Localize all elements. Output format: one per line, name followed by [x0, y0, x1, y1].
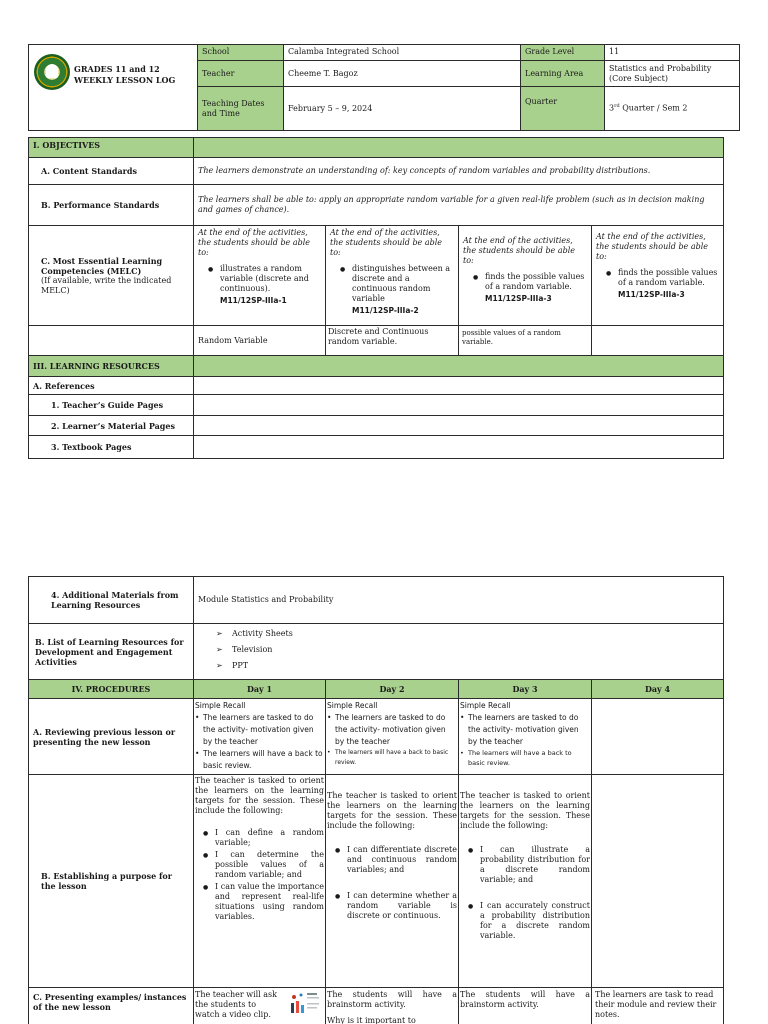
melc-code: M11/12SP-IIIa-2	[352, 306, 419, 315]
resources-list-label-cell	[28, 623, 194, 680]
melc-label: C. Most Essential Learning Competencies (MELC)	[41, 255, 163, 276]
procedure-c-label: C. Presenting examples/ instances of the new lesson	[33, 992, 187, 1012]
melc-intro: At the end of the activities, the students should be able to:	[198, 228, 311, 257]
melc-code: M11/12SP-IIIa-3	[618, 290, 685, 299]
log-title	[74, 64, 196, 86]
melc-day4-cell	[591, 225, 724, 326]
references-label-cell	[28, 376, 194, 395]
topic-value: possible values of a random variable.	[462, 329, 561, 346]
resource-item: ➢ Television	[216, 645, 719, 655]
recall-title: Simple Recall	[195, 701, 246, 710]
log-title-line1: GRADES 11 and 12	[74, 64, 160, 74]
content-standards-value: The learners demonstrate an understanding of: key concepts of random variables and probability distributions.	[198, 166, 651, 175]
day-header: Day 3	[512, 684, 538, 694]
resources-heading-cell	[28, 355, 194, 377]
procedure-b-day1-cell	[193, 774, 326, 988]
lm-label-cell	[28, 415, 194, 436]
grade-value: 11	[609, 47, 620, 56]
teacher-value-cell	[283, 60, 521, 87]
quarter-value: 3rd Quarter / Sem 2	[609, 103, 688, 113]
objectives-heading: I. OBJECTIVES	[33, 140, 101, 150]
area-value: Statistics and Probability (Core Subject)	[609, 63, 712, 83]
content-standards-label-cell	[28, 157, 194, 185]
presenting-text: The students will have a brainstorm activity.	[327, 990, 457, 1009]
recall-bullet: • The learners are tasked to do the activity- motivation given by the teacher	[327, 712, 457, 748]
purpose-item: ● I can accurately construct a probability distribution for a discrete random variable.	[466, 901, 590, 941]
purpose-item: ● I can value the importance and represent real-life situations using random variables.	[201, 882, 324, 922]
topic-day4-cell	[591, 325, 724, 356]
melc-intro: At the end of the activities, the students should be able to:	[596, 232, 709, 261]
tb-value-cell	[193, 435, 724, 459]
topic-day1-cell	[193, 325, 326, 356]
melc-day2-cell	[325, 225, 459, 326]
melc-intro: At the end of the activities, the students should be able to:	[463, 236, 576, 265]
area-label: Learning Area	[525, 68, 584, 78]
melc-item: ● finds the possible values of a random variable.	[471, 272, 587, 292]
dates-label: Teaching Dates and Time	[202, 98, 265, 118]
references-value-cell	[193, 376, 724, 395]
quarter-label-cell	[520, 86, 605, 131]
teacher-label: Teacher	[202, 68, 235, 78]
procedure-b-day4-cell	[591, 774, 724, 988]
procedure-b-day3-cell	[458, 774, 592, 988]
procedure-c-day2-cell	[325, 987, 459, 1024]
log-title-line2: WEEKLY LESSON LOG	[74, 75, 176, 85]
deped-seal-logo	[34, 54, 70, 90]
day-header: Day 2	[379, 684, 405, 694]
additional-materials-value-cell	[193, 576, 724, 624]
purpose-item: ● I can determine the possible values of a random variable; and	[201, 850, 324, 880]
performance-standards-value: The learners shall be able to: apply an appropriate random variable for a given real-life problem (such as in decision making and games of chance).	[198, 195, 705, 214]
melc-item: ● finds the possible values of a random variable.	[604, 268, 719, 288]
procedure-a-label: A. Reviewing previous lesson or presenting the new lesson	[33, 726, 176, 747]
teacher-label-cell	[197, 60, 284, 87]
day2-header-cell	[325, 679, 459, 699]
melc-day1-cell	[193, 225, 326, 326]
procedure-a-day2-cell	[325, 698, 459, 775]
content-standards-value-cell	[193, 157, 724, 185]
recall-bullet: • The learners are tasked to do the activity- motivation given by the teacher	[195, 712, 324, 748]
additional-materials-value: Module Statistics and Probability	[198, 595, 334, 604]
dates-label-cell	[197, 86, 284, 131]
grade-label: Grade Level	[525, 47, 575, 56]
recall-title: Simple Recall	[460, 701, 511, 710]
melc-item: ● distinguishes between a discrete and a continuous random variable	[338, 264, 454, 304]
quarter-label: Quarter	[525, 97, 558, 106]
topic-value: Random Variable	[198, 335, 268, 345]
purpose-intro: The teacher is tasked to orient the learners on the learning targets for the session. These include the following:	[327, 791, 457, 830]
procedure-c-day4-cell	[591, 987, 724, 1024]
area-label-cell	[520, 60, 605, 87]
lm-label: 2. Learner’s Material Pages	[51, 420, 175, 431]
procedure-a-label-cell	[28, 698, 194, 775]
topic-value: Discrete and Continuous random variable.	[328, 327, 429, 346]
melc-day3-cell	[458, 225, 592, 326]
procedures-heading-cell	[28, 679, 194, 699]
additional-materials-label-cell	[28, 576, 194, 624]
procedure-a-day4-cell	[591, 698, 724, 775]
day4-header-cell	[591, 679, 724, 699]
day-header: Day 4	[644, 684, 671, 694]
melc-item: ● illustrates a random variable (discrete and continuous).	[206, 264, 321, 294]
topic-day3-cell	[458, 325, 592, 356]
topic-label-cell	[28, 325, 194, 356]
recall-bullet: • The learners will have a back to basic review.	[195, 748, 324, 772]
recall-bullet: • The learners are tasked to do the activity- motivation given by the teacher	[460, 712, 590, 748]
purpose-item: ● I can illustrate a probability distribution for a discrete random variable; and	[466, 845, 590, 885]
tb-label-cell	[28, 435, 194, 459]
purpose-item: ● I can define a random variable;	[201, 828, 324, 848]
resources-list-label: B. List of Learning Resources for Development and Engagement Activities	[35, 636, 184, 667]
melc-code: M11/12SP-IIIa-1	[220, 296, 287, 305]
topic-day2-cell	[325, 325, 459, 356]
school-label-cell	[197, 44, 284, 61]
resource-item: ➢ Activity Sheets	[216, 629, 719, 639]
procedure-c-day3-cell	[458, 987, 592, 1024]
recall-bullet: • The learners will have a back to basic review.	[460, 748, 590, 768]
grade-label-cell	[520, 44, 605, 61]
melc-label-cell	[28, 225, 194, 326]
procedure-b-label: B. Establishing a purpose for the lesson	[41, 871, 172, 891]
performance-standards-value-cell	[193, 184, 724, 226]
resources-heading-fill	[193, 355, 724, 377]
additional-materials-label: 4. Additional Materials from Learning Resources	[51, 590, 179, 610]
procedures-heading: IV. PROCEDURES	[71, 684, 151, 694]
area-value-cell	[604, 60, 740, 87]
procedure-b-day2-cell	[325, 774, 459, 988]
melc-code: M11/12SP-IIIa-3	[485, 294, 552, 303]
presenting-question: Why is it important to	[327, 1016, 416, 1024]
resources-list-value-cell	[193, 623, 724, 680]
video-clip-icon	[287, 991, 321, 1017]
tb-label: 3. Textbook Pages	[51, 442, 132, 452]
purpose-item: ● I can determine whether a random variable is discrete or continuous.	[333, 891, 457, 921]
procedure-c-label-cell	[28, 987, 194, 1024]
dates-value-cell	[283, 86, 521, 131]
school-value: Calamba Integrated School	[288, 47, 400, 56]
dates-value: February 5 – 9, 2024	[288, 103, 373, 113]
tg-label-cell	[28, 394, 194, 416]
melc-note: (If available, write the indicated MELC)	[41, 275, 172, 295]
day3-header-cell	[458, 679, 592, 699]
procedure-b-label-cell	[28, 774, 194, 988]
presenting-text: The students will have a brainstorm activity.	[460, 990, 590, 1009]
school-value-cell	[283, 44, 521, 61]
melc-intro: At the end of the activities, the students should be able to:	[330, 228, 443, 257]
performance-standards-label: B. Performance Standards	[41, 200, 160, 210]
recall-bullet: • The learners will have a back to basic review.	[327, 748, 457, 768]
purpose-intro: The teacher is tasked to orient the learners on the learning targets for the session. These include the following:	[460, 791, 590, 830]
presenting-text: The teacher will ask the students to watch a video clip.	[195, 990, 278, 1019]
school-label: School	[202, 47, 230, 56]
teacher-value: Cheeme T. Bagoz	[288, 68, 358, 78]
references-label: A. References	[33, 380, 95, 391]
content-standards-label: A. Content Standards	[41, 166, 137, 176]
performance-standards-label-cell	[28, 184, 194, 226]
day-header: Day 1	[246, 684, 273, 694]
recall-title: Simple Recall	[327, 701, 378, 710]
purpose-item: ● I can differentiate discrete and continuous random variables; and	[333, 845, 457, 875]
resource-item: ➢ PPT	[216, 661, 719, 671]
purpose-intro: The teacher is tasked to orient the learners on the learning targets for the session. These include the following:	[195, 776, 324, 815]
presenting-text: The learners are task to read their module and review their notes.	[595, 990, 717, 1019]
tg-label: 1. Teacher’s Guide Pages	[51, 400, 164, 410]
objectives-heading-cell	[28, 137, 194, 158]
grade-value-cell	[604, 44, 740, 61]
resources-heading: III. LEARNING RESOURCES	[33, 361, 160, 371]
lm-value-cell	[193, 415, 724, 436]
objectives-heading-fill	[193, 137, 724, 158]
procedure-a-day3-cell	[458, 698, 592, 775]
tg-value-cell	[193, 394, 724, 416]
procedure-c-day1-cell	[193, 987, 326, 1024]
procedure-a-day1-cell	[193, 698, 326, 775]
quarter-value-cell	[604, 86, 740, 131]
day1-header-cell	[193, 679, 326, 699]
